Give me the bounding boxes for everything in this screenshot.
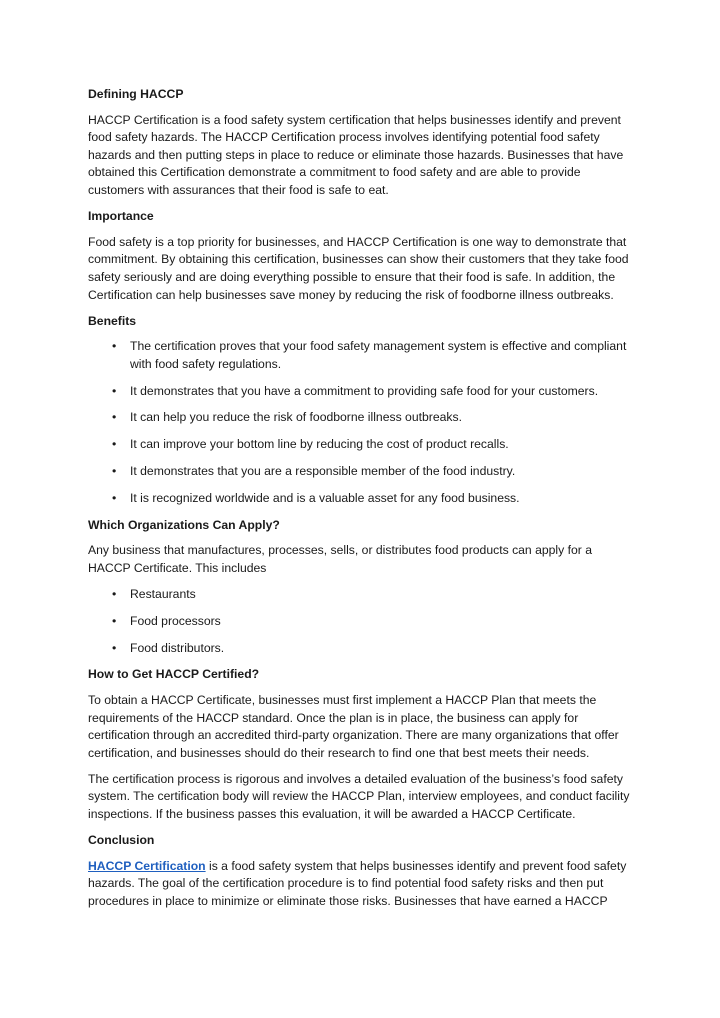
list-item-text: It demonstrates that you have a commitment to providing safe food for your customers. (130, 383, 599, 398)
heading-benefits: Benefits (88, 313, 137, 328)
paragraph-importance: Food safety is a top priority for businesses, and HACCP Certification is one way to demonstrate that commitment. By obtaining this certification, businesses can show their customers that they take food safety seriously and are doing everything possible to ensure that their food is safe. In addition, the Certification can help businesses save money by reducing the risk of foodborne illness outbreaks. (88, 234, 629, 302)
heading-which-organizations: Which Organizations Can Apply? (88, 517, 280, 532)
paragraph-defining-haccp: HACCP Certification is a food safety system certification that helps businesses identify and prevent food safety hazards. The HACCP Certification process involves identifying potential food safety hazards and then putting steps in place to reduce or eliminate those hazards. Businesses that have obtained this Certification demonstrate a commitment to food safety and are able to provide customers with assurances that their food is safe to eat. (88, 112, 624, 197)
list-item (88, 338, 636, 373)
list-item (88, 383, 636, 401)
list-item-text: It can improve your bottom line by reducing the cost of product recalls. (130, 437, 509, 452)
list-item (88, 436, 636, 454)
bullet-icon: • (112, 383, 117, 398)
list-item (88, 640, 636, 658)
list-item (88, 586, 636, 604)
paragraph-conclusion (88, 858, 636, 911)
document-body (88, 86, 636, 919)
list-item-text: Restaurants (130, 586, 196, 601)
list-item-text: It demonstrates that you are a responsible member of the food industry. (130, 464, 516, 479)
list-item (88, 463, 636, 481)
list-item (88, 409, 636, 427)
bullet-icon: • (112, 586, 117, 601)
heading-defining-haccp: Defining HACCP (88, 87, 184, 101)
paragraph-which-organizations: Any business that manufactures, processes, sells, or distributes food products can apply for a HACCP Certificate. This includes (88, 543, 593, 575)
conclusion-text: is a food safety system that helps businesses identify and prevent food safety hazards. The goal of the certification procedure is to find potential food safety risks and then put procedures in place to minimize or eliminate those risks. Businesses that have earned a HACCP (88, 858, 627, 909)
heading-how-to-get-certified: How to Get HACCP Certified? (88, 667, 260, 682)
list-item (88, 613, 636, 631)
bullet-icon: • (112, 437, 117, 452)
list-item-text: Food distributors. (130, 640, 225, 655)
paragraph-how-to-get-certified-2: The certification process is rigorous and involves a detailed evaluation of the business’s food safety system. The certification body will review the HACCP Plan, interview employees, and conduct facility inspections. If the business passes this evaluation, it will be awarded a HACCP Certificate. (88, 771, 630, 822)
bullet-icon: • (112, 339, 117, 354)
bullet-icon: • (112, 640, 117, 655)
list-item-text: Food processors (130, 613, 221, 628)
list-item-text: The certification proves that your food safety management system is effective and compliant with food safety regulations. (130, 339, 627, 371)
benefits-list (88, 338, 636, 507)
heading-importance: Importance (88, 209, 154, 224)
organizations-list (88, 586, 636, 657)
list-item (88, 490, 636, 508)
list-item-text: It is recognized worldwide and is a valuable asset for any food business. (130, 490, 520, 505)
bullet-icon: • (112, 613, 117, 628)
bullet-icon: • (112, 410, 117, 425)
haccp-certification-link[interactable]: HACCP Certification (88, 858, 206, 873)
list-item-text: It can help you reduce the risk of foodborne illness outbreaks. (130, 410, 462, 425)
bullet-icon: • (112, 464, 117, 479)
paragraph-how-to-get-certified-1: To obtain a HACCP Certificate, businesses must first implement a HACCP Plan that meets the requirements of the HACCP standard. Once the plan is in place, the business can apply for certification through an accredited third-party organization. There are many organizations that offer certification, and businesses should do their research to find one that best meets their needs. (88, 692, 619, 760)
heading-conclusion: Conclusion (88, 833, 155, 848)
bullet-icon: • (112, 490, 117, 505)
